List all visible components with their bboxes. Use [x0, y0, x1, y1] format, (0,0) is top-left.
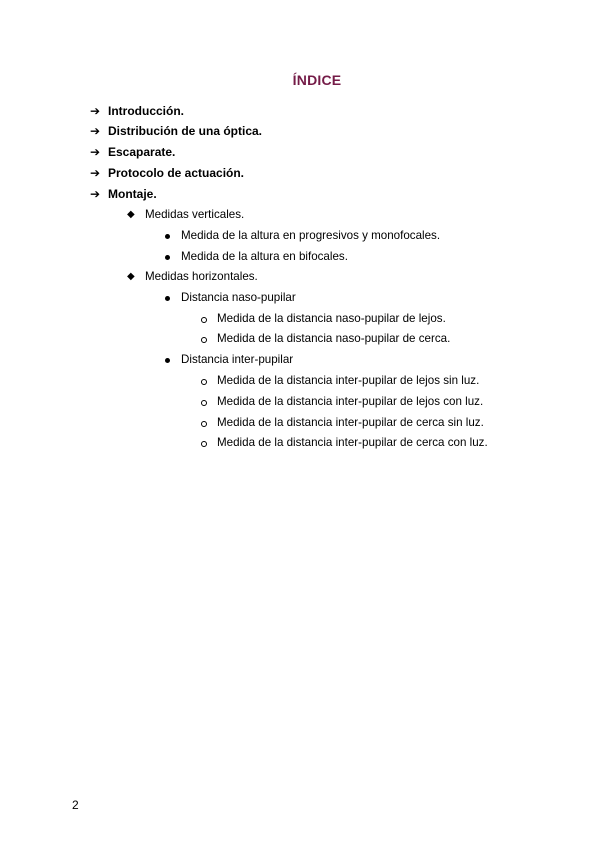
disc-bullet-icon	[165, 358, 170, 363]
toc-subitem-label: Medida de la distancia inter-pupilar de lejos con luz.	[217, 395, 484, 408]
circle-bullet-icon	[201, 379, 207, 385]
toc-entry-label: Distribución de una óptica.	[108, 124, 263, 138]
circle-bullet-icon	[201, 317, 207, 323]
toc-subentry-label: Medidas horizontales.	[145, 270, 258, 283]
disc-bullet-icon	[165, 234, 170, 239]
toc-subitem-label: Medida de la distancia naso-pupilar de cerca.	[217, 332, 451, 345]
arrow-bullet-icon: ➔	[90, 145, 101, 159]
circle-bullet-icon	[201, 441, 207, 447]
toc-subitem-label: Medida de la distancia inter-pupilar de cerca con luz.	[217, 436, 488, 449]
arrow-bullet-icon: ➔	[90, 104, 101, 118]
toc-subitem-label: Medida de la distancia naso-pupilar de lejos.	[217, 312, 446, 325]
circle-bullet-icon	[201, 421, 207, 427]
disc-bullet-icon	[165, 255, 170, 260]
toc-entry-label: Montaje.	[108, 187, 157, 201]
toc-entry-label: Introducción.	[108, 104, 184, 118]
arrow-bullet-icon: ➔	[90, 124, 101, 138]
disc-bullet-icon	[165, 296, 170, 301]
toc-subentry-label: Medidas verticales.	[145, 208, 245, 221]
circle-bullet-icon	[201, 337, 207, 343]
diamond-bullet-icon: ◆	[127, 209, 135, 220]
page-title: ÍNDICE	[292, 72, 342, 88]
diamond-bullet-icon: ◆	[127, 271, 135, 282]
toc-entry-label: Protocolo de actuación.	[108, 166, 245, 180]
toc-item-label: Medida de la altura en bifocales.	[181, 250, 348, 263]
toc-item-label: Distancia inter-pupilar	[181, 353, 294, 366]
toc-item-label: Medida de la altura en progresivos y monofocales.	[181, 229, 441, 242]
page-number: 2	[72, 798, 79, 812]
toc-subitem-label: Medida de la distancia inter-pupilar de lejos sin luz.	[217, 374, 480, 387]
toc-entry-label: Escaparate.	[108, 145, 176, 159]
arrow-bullet-icon: ➔	[90, 187, 101, 201]
arrow-bullet-icon: ➔	[90, 166, 101, 180]
toc-item-label: Distancia naso-pupilar	[181, 291, 296, 304]
circle-bullet-icon	[201, 400, 207, 406]
toc-subitem-label: Medida de la distancia inter-pupilar de cerca sin luz.	[217, 416, 484, 429]
